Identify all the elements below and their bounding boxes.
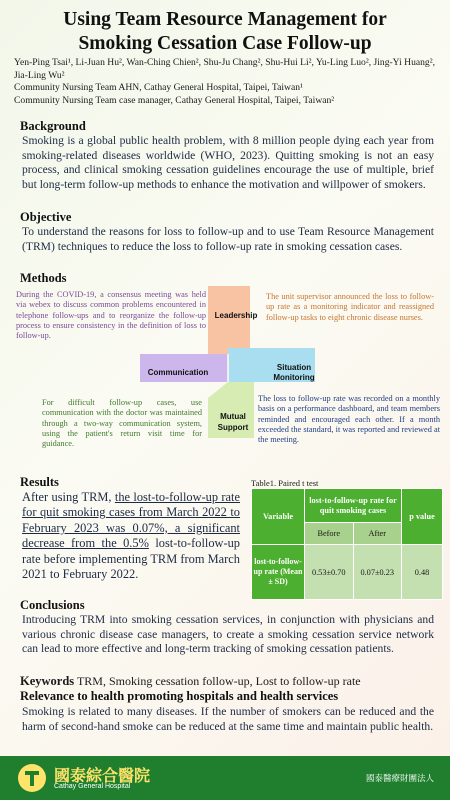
communication-note: During the COVID-19, a consensus meeting was held via webex to discuss common problems encountered in telephone follow-ups and to reorganize the follow-up process to ensure consistency in the definition of loss to follow-up. — [16, 290, 206, 341]
hospital-name-en: Cathay General Hospital — [54, 783, 131, 790]
table-caption: Table1. Paired t test — [251, 478, 319, 488]
header-p-value: p value — [402, 489, 443, 545]
relevance-heading: Relevance to health promoting hospitals and health services — [20, 689, 339, 703]
affiliation-2: Community Nursing Team case manager, Cathay General Hospital, Taipei, Taiwan² — [14, 94, 335, 106]
row-label: lost-to-follow-up rate (Mean ± SD) — [252, 545, 305, 600]
paired-t-test-table — [251, 488, 443, 600]
hospital-name-zh: 國泰綜合醫院 — [54, 766, 151, 785]
objective-text: To understand the reasons for loss to follow-up and to use Team Resource Management (TRM) techniques to reduce the loss to follow-up rate in smoking cessation cases. — [22, 225, 434, 253]
header-variable: Variable — [252, 489, 305, 545]
title-line-1: Using Team Resource Management for — [63, 9, 387, 30]
results-text — [22, 490, 240, 582]
author-names: Yen-Ping Tsai¹, Li-Juan Hu², Wan-Ching Chien², Shu-Ju Chang², Shu-Hui Li², Yu-Ling Luo², Jing-Yi Huang², Jia-Ling Wu² — [14, 57, 435, 81]
affiliation-1: Community Nursing Team AHN, Cathay General Hospital, Taipei, Taiwan¹ — [14, 82, 303, 93]
support-label: Mutual Support — [217, 412, 249, 432]
results-heading: Results — [20, 475, 59, 489]
methods-heading: Methods — [20, 271, 67, 285]
background-text: Smoking is a global public health problem, with 8 million people dying each year from smoking-related diseases worldwide (WHO, 2023). Quitting smoking is not an easy process, and clinical smoking cessation guidelines encourage the use of multiple, brief but long-term follow-up methods to enhance the motivation and willpower of smokers. — [22, 134, 434, 191]
objective-heading: Objective — [20, 210, 72, 224]
communication-label: Communication — [147, 368, 209, 377]
leadership-note: The unit supervisor announced the loss to follow-up rate as a monitoring indicator and reassigned follow-up tasks to eight chronic disease nurses. — [266, 292, 434, 322]
foundation-name: 國泰醫療財團法人 — [365, 774, 434, 784]
keywords-heading: Keywords — [20, 674, 75, 688]
relevance-text: Smoking is related to many diseases. If the number of smokers can be reduced and the harm of second-hand smoke can be reduced at the same time and maintain public health. — [22, 705, 434, 733]
background-heading: Background — [20, 119, 86, 133]
monitoring-label: Situation Monitoring — [273, 363, 315, 382]
cell-p-value: 0.48 — [402, 545, 443, 600]
results-text-underlined: the lost-to-follow-up rate for quit smoking cases from March 2022 to February 2023 was 0.07%, a significant decrease from the 0.5% — [22, 490, 241, 551]
header-rate: lost-to-follow-up rate for quit smoking cases — [305, 489, 402, 523]
results-text-pre: After using TRM, — [22, 490, 115, 504]
cell-after: 0.07±0.23 — [353, 545, 402, 600]
monitoring-note: The loss to follow-up rate was recorded on a monthly basis on a performance dashboard, and team members reminded and encouraged each other. If a month exceeded the standard, it was reported and reviewed at the meeting. — [258, 394, 440, 445]
authors-block — [14, 57, 444, 107]
results-text-post: lost-to-follow-up rate before implementing TRM from March 2021 to February 2022. — [22, 536, 240, 582]
title-line-2: Smoking Cessation Case Follow-up — [78, 33, 372, 54]
footer-bar — [0, 756, 450, 800]
leadership-label: Leadership — [214, 311, 258, 320]
poster-title — [0, 8, 450, 56]
keywords-line — [20, 674, 440, 689]
support-note: For difficult follow-up cases, use communication with the doctor was maintained through a two-way communication system, using the patient's return visit time for guidance. — [42, 398, 202, 449]
conclusions-heading: Conclusions — [20, 598, 85, 612]
header-before: Before — [305, 523, 354, 545]
header-after: After — [353, 523, 402, 545]
conclusions-text: Introducing TRM into smoking cessation services, in conjunction with physicians and various chronic disease case managers, to create a smoking cessation service network can lead to more effective and long-term tracking of smoking cessation patients. — [22, 613, 434, 655]
keywords-text: TRM, Smoking cessation follow-up, Lost to follow-up rate — [76, 674, 361, 688]
leadership-arm — [208, 286, 250, 354]
cell-before: 0.53±0.70 — [305, 545, 354, 600]
hospital-logo-icon — [16, 762, 48, 794]
